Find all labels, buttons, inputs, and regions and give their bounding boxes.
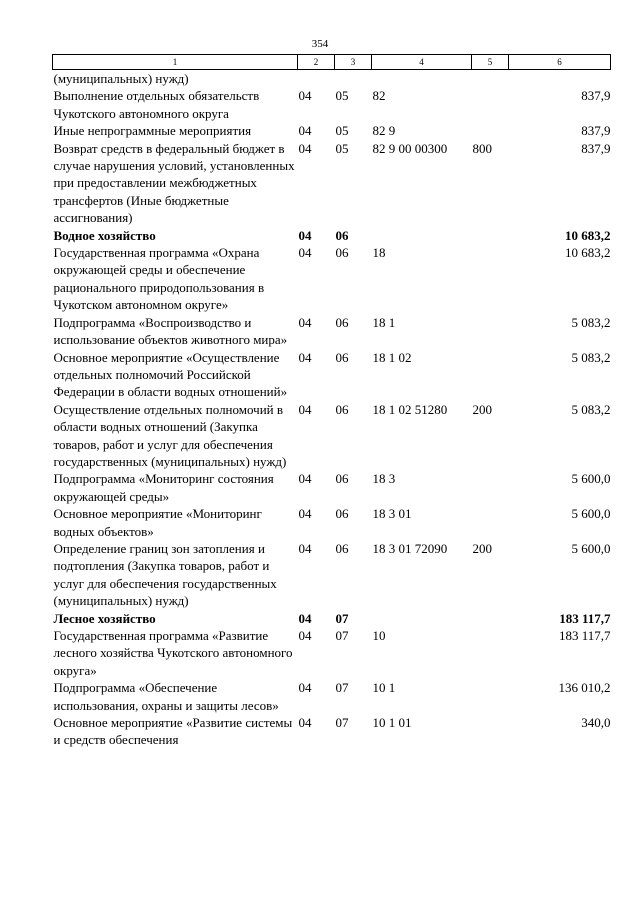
row-subsection: 06	[335, 227, 349, 243]
row-expense-type: 200	[472, 540, 492, 556]
table-row	[53, 70, 611, 88]
row-amount: 5 083,2	[571, 314, 611, 330]
row-section	[298, 70, 335, 88]
row-target-article: 82	[372, 88, 386, 104]
row-subsection: 06	[335, 506, 349, 522]
row-amount: 10 683,2	[565, 227, 611, 243]
row-target-article: 82 9	[372, 123, 396, 139]
row-amount: 183 117,7	[558, 628, 611, 643]
table-row	[53, 122, 611, 139]
row-name: Основное мероприятие «Осуществление отдельных полномочий Российской Федерации в области водных отношений»	[53, 349, 288, 400]
table-row	[53, 505, 611, 540]
row-amount: 837,9	[581, 88, 611, 104]
row-name: Иные непрограммные мероприятия	[53, 123, 252, 139]
row-subsection: 07	[335, 628, 349, 643]
row-name: Основное мероприятие «Мониторинг водных объектов»	[53, 506, 262, 539]
row-subsection: 05	[335, 123, 349, 139]
row-target-article: 82 9 00 00300	[372, 140, 448, 156]
row-amount: 5 600,0	[571, 506, 611, 522]
row-amount: 340,0	[581, 715, 611, 731]
col-header-section: 2	[298, 55, 335, 70]
col-header-expense-type: 5	[472, 55, 509, 70]
row-section: 04	[298, 610, 312, 626]
row-subsection: 07	[335, 610, 349, 626]
table-header-row	[53, 55, 611, 70]
row-expense-type	[472, 505, 509, 540]
row-section: 04	[298, 314, 312, 330]
row-name: Лесное хозяйство	[53, 610, 156, 626]
row-expense-type	[472, 314, 509, 349]
row-target-article	[372, 70, 472, 88]
row-target-article: 18 1 02	[372, 349, 412, 365]
row-section: 04	[298, 715, 312, 731]
row-section: 04	[298, 123, 312, 139]
row-name: Подпрограмма «Воспроизводство и использование объектов животного мира»	[53, 314, 288, 348]
row-target-article: 18 1 02 51280	[372, 401, 448, 417]
row-target-article: 10 1 01	[372, 715, 412, 731]
row-subsection: 06	[335, 314, 349, 330]
row-expense-type	[472, 227, 509, 244]
row-section: 04	[298, 349, 312, 365]
table-row	[53, 349, 611, 401]
row-target-article: 18 1	[372, 314, 396, 330]
row-amount	[509, 70, 611, 88]
row-target-article: 18	[372, 245, 386, 261]
row-amount: 5 083,2	[571, 401, 611, 417]
row-target-article: 18 3	[372, 471, 396, 487]
row-expense-type	[472, 244, 509, 314]
row-subsection: 06	[335, 349, 349, 365]
row-subsection: 05	[335, 88, 349, 104]
row-expense-type: 200	[472, 401, 492, 417]
row-subsection: 07	[335, 680, 349, 696]
row-expense-type	[472, 470, 509, 505]
col-header-subsection: 3	[335, 55, 372, 70]
row-subsection: 07	[335, 715, 349, 731]
row-section: 04	[298, 628, 312, 643]
row-name: Государственная программа «Развитие лесного хозяйства Чукотского автономного округа»	[53, 628, 293, 678]
row-amount: 5 600,0	[571, 540, 611, 556]
row-subsection	[335, 70, 372, 88]
row-amount: 136 010,2	[558, 680, 611, 696]
row-target-article: 18 3 01 72090	[372, 540, 448, 556]
row-target-article: 10	[372, 628, 386, 643]
table-row	[53, 540, 611, 610]
row-section: 04	[298, 227, 312, 243]
row-subsection: 06	[335, 540, 349, 556]
row-section: 04	[298, 140, 312, 156]
table-row	[53, 679, 611, 714]
row-amount: 5 600,0	[571, 471, 611, 487]
row-subsection: 05	[335, 140, 349, 156]
row-expense-type: 800	[472, 140, 492, 156]
row-expense-type	[472, 610, 509, 627]
row-amount: 5 083,2	[571, 349, 611, 365]
table-row	[53, 87, 611, 122]
row-amount: 10 683,2	[565, 245, 611, 261]
table-row	[53, 627, 611, 679]
page-number: 354	[311, 38, 329, 50]
row-expense-type	[472, 122, 509, 139]
col-header-amount: 6	[509, 55, 611, 70]
row-name: Возврат средств в федеральный бюджет в случае нарушения условий, установленных при предоставлении межбюджетных трансфертов (Иные бюджетные ассигнования)	[53, 140, 295, 226]
row-section: 04	[298, 506, 312, 522]
col-header-target-article: 4	[372, 55, 472, 70]
table-row	[53, 314, 611, 349]
row-expense-type	[472, 714, 509, 749]
row-name: Водное хозяйство	[53, 227, 156, 243]
row-section: 04	[298, 471, 312, 487]
row-section: 04	[298, 680, 312, 696]
row-target-article	[372, 227, 472, 244]
table-row	[53, 610, 611, 627]
row-name: Государственная программа «Охрана окружающей среды и обеспечение рационального природопользования в Чукотском автономном округе»	[53, 245, 265, 313]
row-expense-type	[472, 87, 509, 122]
row-section: 04	[298, 245, 312, 261]
row-section: 04	[298, 88, 312, 104]
row-target-article: 18 3 01	[372, 506, 412, 522]
table-row	[53, 401, 611, 471]
table-row	[53, 227, 611, 244]
row-subsection: 06	[335, 471, 349, 487]
table-row	[53, 470, 611, 505]
row-amount: 837,9	[581, 123, 611, 139]
row-expense-type	[472, 70, 509, 88]
row-amount: 837,9	[581, 140, 611, 156]
row-section: 04	[298, 540, 312, 556]
row-expense-type	[472, 349, 509, 401]
table-row	[53, 244, 611, 314]
row-name: Выполнение отдельных обязательств Чукотского автономного округа	[53, 88, 260, 121]
row-target-article	[372, 610, 472, 627]
col-header-name: 1	[53, 55, 298, 70]
row-subsection: 06	[335, 401, 349, 417]
row-amount: 183 117,7	[559, 610, 611, 626]
row-name: Основное мероприятие «Развитие системы и средств обеспечения	[53, 715, 293, 748]
row-name: Осуществление отдельных полномочий в области водных отношений (Закупка товаров, работ и услуг для обеспечения государственных (муниципальных) нужд)	[53, 401, 287, 469]
row-subsection: 06	[335, 245, 349, 261]
row-name: (муниципальных) нужд)	[53, 71, 189, 86]
row-expense-type	[472, 679, 509, 714]
budget-table	[52, 54, 611, 749]
table-row	[53, 140, 611, 227]
table-row	[53, 714, 611, 749]
row-name: Подпрограмма «Обеспечение использования, охраны и защиты лесов»	[53, 680, 279, 713]
row-section: 04	[298, 401, 312, 417]
row-name: Определение границ зон затопления и подтопления (Закупка товаров, работ и услуг для обеспечения государственных (муниципальных) нужд)	[53, 540, 277, 609]
row-expense-type	[472, 627, 509, 679]
row-name: Подпрограмма «Мониторинг состояния окружающей среды»	[53, 471, 274, 504]
row-target-article: 10 1	[372, 680, 396, 696]
